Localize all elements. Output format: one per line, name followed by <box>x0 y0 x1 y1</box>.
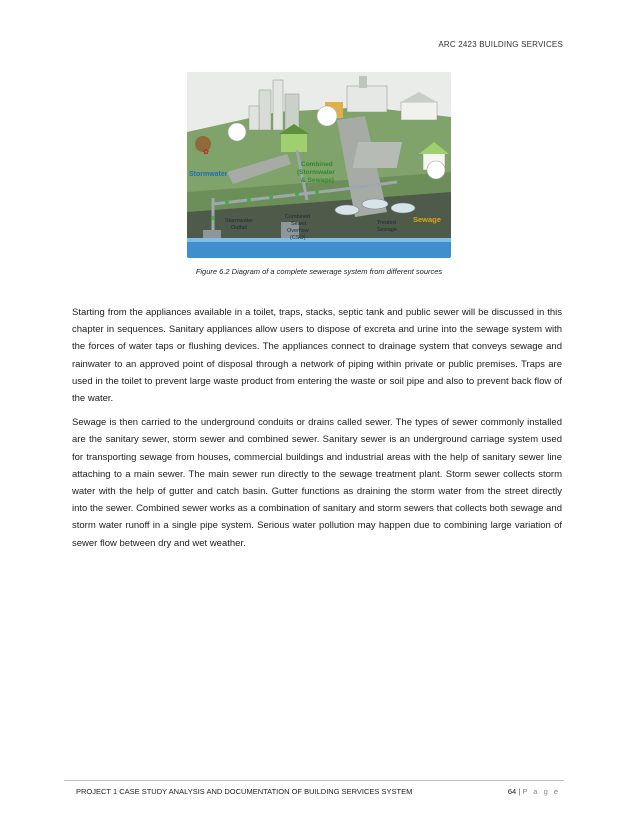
page-number: 64 <box>507 787 517 796</box>
running-header: ARC 2423 BUILDING SERVICES <box>438 40 563 49</box>
svg-text:& Sewage): & Sewage) <box>301 177 334 184</box>
paragraph-2: Sewage is then carried to the underground conduits or drains called sewer. The types of sewer commonly installed are the sanitary sewer, storm sewer and combined sewer. Sanitary sewer is an underground carriage system used for transporting sewage from houses, commercial buildings and industrial areas with the help of sanitary sewer line attaching to a main sewer. The main sewer run directly to the sewage treatment plant. Storm sewer collects storm water with the help of gutter and catch basin. Gutter functions as draining the storm water from the street directly into the sewer. Combined sewer works as a combination of sanitary and storm sewers that collects both sewage and storm water runoff in a single pipe system. Serious water pollution may happen due to combining large variation of sewer flow between dry and wet weather. <box>72 417 562 549</box>
svg-text:(CSO): (CSO) <box>290 235 306 241</box>
svg-text:Combined: Combined <box>301 161 333 168</box>
footer-page-info <box>508 787 560 796</box>
svg-text:Outfall: Outfall <box>231 225 247 231</box>
svg-text:Treated: Treated <box>377 220 396 226</box>
label-stormwater: Stormwater <box>189 171 228 178</box>
page-word: P a g e <box>522 787 560 796</box>
svg-text:Stormwater: Stormwater <box>225 218 254 224</box>
sewerage-illustration <box>187 72 451 258</box>
svg-text:Overflow: Overflow <box>287 228 309 234</box>
sewerage-diagram <box>187 72 451 258</box>
body-text <box>72 304 562 559</box>
label-combined <box>297 161 335 184</box>
svg-text:Sewer: Sewer <box>291 221 307 227</box>
footer-project-title: PROJECT 1 CASE STUDY ANALYSIS AND DOCUMENTATION OF BUILDING SERVICES SYSTEM <box>76 787 413 796</box>
figure-caption: Figure 6.2 Diagram of a complete sewerage system from different sources <box>195 267 443 276</box>
footer-divider <box>64 780 564 781</box>
svg-text:Sewage: Sewage <box>377 227 397 233</box>
paragraph-1: Starting from the appliances available in a toilet, traps, stacks, septic tank and public sewer will be discussed in this chapter in sequences. Sanitary appliances allow users to dispose of excreta and urine into the sewage system with the forces of water taps or flushing devices. The appliances connect to drainage system that conveys sewage and rainwater to an approved point of disposal through a network of piping within private or public premises. Traps are used in the toilet to prevent large waste product from entering the waste or soil pipe and also to prevent back flow of the water. <box>72 307 562 405</box>
label-treated-sewage <box>377 220 397 233</box>
svg-text:✿: ✿ <box>203 149 209 156</box>
svg-text:Combined: Combined <box>285 214 311 220</box>
svg-text:(Stormwater: (Stormwater <box>297 169 335 176</box>
label-sewage: Sewage <box>413 215 441 224</box>
page-separator: | <box>518 787 521 796</box>
